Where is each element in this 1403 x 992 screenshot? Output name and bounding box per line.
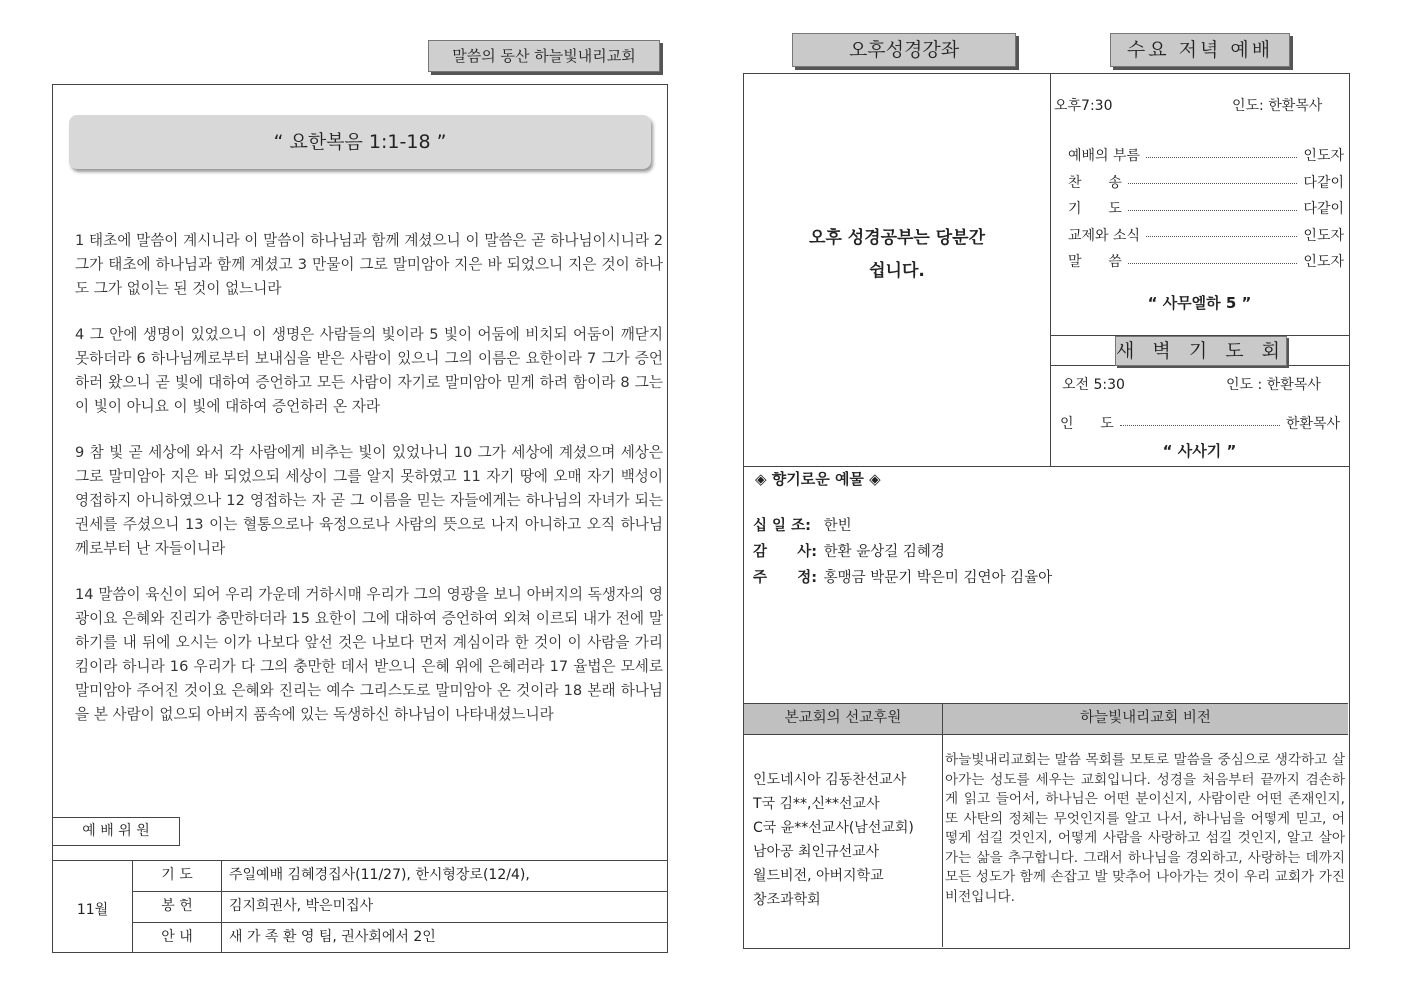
afternoon-notice-line: 쉽니다. [869, 261, 925, 281]
scripture-panel [52, 84, 668, 953]
order-item-name: 교제와 소식 [1068, 227, 1141, 244]
order-item-by: 인도자 [1303, 148, 1344, 165]
order-item [1068, 222, 1344, 249]
afternoon-study-header [792, 33, 1016, 67]
committee-label: 예 배 위 원 [82, 823, 150, 839]
verse-paragraph: 9 참 빛 곧 세상에 와서 각 사람에게 비추는 빛이 있었나니 10 그가 세상에 계셨으며 세상은 그로 말미암아 지은 바 되었으되 세상이 그를 알지 못하였고 11 자기 땅에 오매 자기 백성이 영접하지 아니하였으나 12 영접하는 자 곧 그 이름을 믿는 자들에게는 하나님의 자녀가 되는 권세를 주셨으니 13 이는 혈통으로나 육정으로나 사람의 뜻으로 나지 아니하고 오직 하나님께로부터 난 자들이니라 [75, 444, 663, 557]
committee-names: 김지희권사, 박은미집사 [229, 898, 374, 914]
afternoon-notice-line: 오후 성경공부는 당분간 [808, 228, 986, 248]
committee-table [53, 860, 667, 952]
offering-label: 감 사: [753, 544, 818, 560]
vision-header: 하늘빛내리교회 비전 [1080, 710, 1211, 726]
dawn-leader: 인도 : 한환목사 [1226, 377, 1321, 393]
missions-header: 본교회의 선교후원 [784, 710, 902, 726]
afternoon-notice [744, 222, 1050, 288]
order-item [1068, 169, 1344, 196]
committee-label-box [52, 817, 180, 846]
order-item-by: 다같이 [1303, 201, 1344, 218]
order-item [1068, 195, 1344, 222]
committee-role: 기 도 [161, 867, 193, 883]
vision-text: 하늘빛내리교회는 말씀 목회를 모토로 말씀을 중심으로 생각하고 살아가는 성도를 세우는 교회입니다. 성경을 처음부터 끝까지 겸손하게 읽고 들어서, 하나님은 어떤 분이신지, 사람이란 어떤 존재인지, 또 사탄의 정체는 무엇인지를 알고 나서, 하나님을 어떻게 믿고, 어떻게 섬길 것인지, 어떻게 사람을 사랑하고 섬길 것인지, 알고 살아가는 삶을 추구합니다. 그래서 하나님을 경외하고, 사랑하는 데까지 모든 성도가 함께 손잡고 발 맞추어 나아가는 것이 우리 교회가 가진 비전입니다. [945, 752, 1345, 905]
wednesday-sermon: “ 사무엘하 5 ” [1147, 294, 1252, 312]
offering-row [753, 565, 1052, 591]
offering-names: 홍맹금 박문기 박은미 김연아 김율아 [823, 570, 1053, 586]
offering-row [753, 539, 1052, 565]
verse-paragraph: 4 그 안에 생명이 있었으니 이 생명은 사람들의 빛이라 5 빛이 어둠에 비치되 어둠이 깨닫지 못하더라 6 하나님께로부터 보내심을 받은 사람이 있으니 그의 이름은 요한이라 7 그가 증언하러 왔으니 곧 빛에 대하여 증언하고 모든 사람이 자기로 말미암아 믿게 하려 함이라 8 그는 이 빛이 아니요 이 빛에 대하여 증언하러 온 자라 [75, 326, 663, 415]
wednesday-order [1068, 142, 1344, 275]
dawn-prayer-title: 새 벽 기 도 회 [1116, 340, 1286, 362]
committee-names: 주일예배 김혜경집사(11/27), 한시형장로(12/4), [229, 867, 530, 883]
mission-item: 창조과학회 [753, 892, 821, 908]
mission-item: 월드비전, 아버지학교 [753, 868, 884, 884]
mission-item: C국 윤**선교사(남선교회) [753, 820, 914, 836]
mission-item: 인도네시아 김동찬선교사 [753, 772, 907, 788]
passage-title-bar [69, 115, 651, 169]
dawn-role-row [1060, 411, 1340, 435]
scripture-text [75, 229, 663, 749]
committee-names: 새 가 족 환 영 팀, 권사회에서 2인 [229, 929, 436, 945]
mission-item: 남아공 최인규선교사 [753, 844, 880, 860]
church-name-badge [428, 40, 660, 72]
wednesday-service-header [1110, 33, 1290, 67]
order-item-by: 인도자 [1303, 227, 1344, 244]
missions-list [753, 768, 914, 912]
afternoon-study-title: 오후성경강좌 [848, 39, 960, 61]
wednesday-time: 오후7:30 [1054, 98, 1113, 114]
mission-item: T국 김**,신**선교사 [753, 796, 880, 812]
offering-names: 한환 윤상길 김혜경 [823, 544, 945, 560]
order-item [1068, 248, 1344, 275]
order-item-name: 예배의 부름 [1068, 148, 1141, 165]
verse-paragraph: 1 태초에 말씀이 계시니라 이 말씀이 하나님과 함께 계셨으니 이 말씀은 곧 하나님이시니라 2 그가 태초에 하나님과 함께 계셨고 3 만물이 그로 말미암아 지은 바 되었으니 지은 것이 하나도 그가 없이는 된 것이 없느니라 [75, 232, 663, 297]
offering-row [753, 513, 1052, 539]
offering-label: 십 일 조: [753, 518, 811, 534]
committee-role: 안 내 [161, 929, 193, 945]
order-item-by: 인도자 [1303, 254, 1344, 271]
committee-month: 11월 [76, 902, 109, 918]
wednesday-service-title: 수요 저녁 예배 [1126, 39, 1274, 61]
dawn-prayer-header [1115, 336, 1287, 366]
dawn-time: 오전 5:30 [1062, 377, 1125, 393]
passage-title: “ 요한복음 1:1-18 ” [273, 131, 447, 153]
order-item-name: 기 도 [1068, 201, 1122, 218]
dawn-role-item: 인 도 [1060, 416, 1114, 432]
committee-role: 봉 헌 [161, 898, 193, 914]
order-item-name: 말 씀 [1068, 254, 1122, 271]
dawn-role-by: 한환목사 [1285, 416, 1340, 432]
wednesday-leader: 인도: 한환목사 [1232, 98, 1323, 114]
offering-label: 주 정: [753, 570, 818, 586]
church-name: 말씀의 동산 하늘빛내리교회 [452, 47, 636, 65]
offerings-header: ◈ 향기로운 예물 ◈ [755, 470, 881, 488]
verse-paragraph: 14 말씀이 육신이 되어 우리 가운데 거하시매 우리가 그의 영광을 보니 아버지의 독생자의 영광이요 은혜와 진리가 충만하더라 15 요한이 그에 대하여 증언하여 외쳐 이르되 내가 전에 말하기를 내 뒤에 오시는 이가 나보다 앞선 것은 나보다 먼저 계심이라 한 것이 이 사람을 가리킴이라 하니라 16 우리가 다 그의 충만한 데서 받으니 은혜 위에 은혜러라 17 율법은 모세로 말미암아 주어진 것이요 은혜와 진리는 예수 그리스도로 말미암아 온 것이라 18 본래 하나님을 본 사람이 없으되 아버지 품속에 있는 독생하신 하나님이 나타내셨느니라 [75, 586, 663, 723]
order-item [1068, 142, 1344, 169]
offering-names: 한빈 [823, 518, 852, 534]
dawn-sermon: “ 사사기 ” [1162, 442, 1237, 460]
order-item-by: 다같이 [1303, 174, 1344, 191]
order-item-name: 찬 송 [1068, 174, 1122, 191]
offerings-list [753, 513, 1052, 591]
